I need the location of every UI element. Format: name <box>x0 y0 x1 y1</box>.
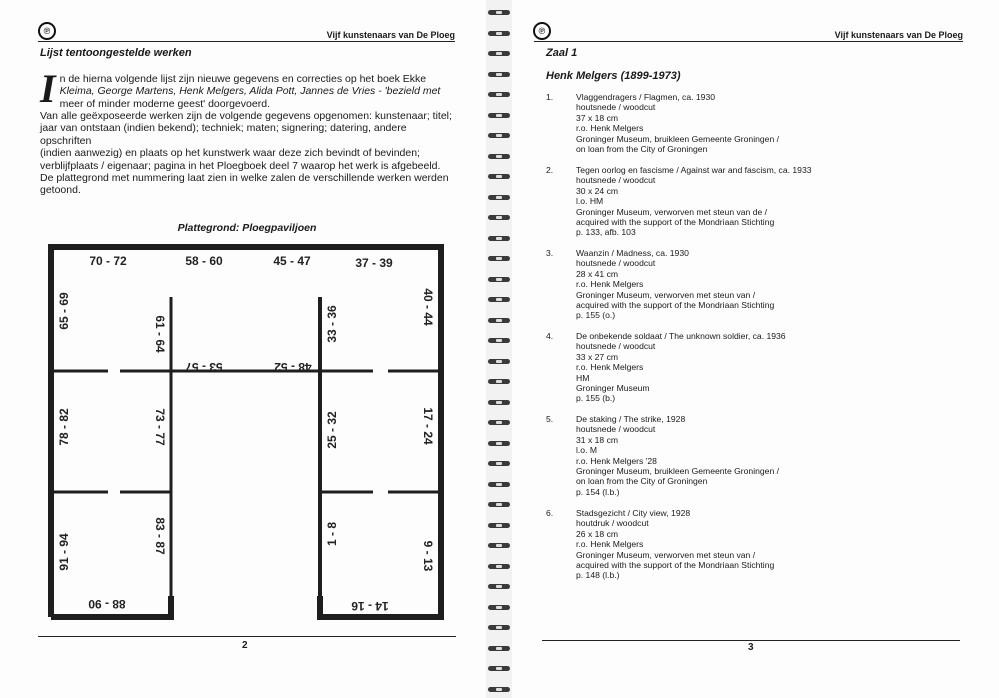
intro-line: Kleima, George Martens, Henk Melgers, Alida Pott, Jannes de Vries - 'bezield met <box>59 85 441 98</box>
entry-line: houtsnede / woodcut <box>576 102 656 113</box>
entry-line: 26 x 18 cm <box>576 528 619 539</box>
binding-coil <box>488 603 510 612</box>
entry-line: p. 155 (b.) <box>576 393 616 404</box>
floorplan-label: 25 - 32 <box>325 411 339 449</box>
entry-line: r.o. Henk Melgers '28 <box>576 455 657 466</box>
entry-line: houtsnede / woodcut <box>576 175 656 186</box>
binding-coil <box>488 500 510 509</box>
spiral-binding <box>486 0 512 698</box>
body-line: getoond. <box>40 184 81 197</box>
binding-coil <box>488 336 510 345</box>
binding-coil <box>488 152 510 161</box>
floorplan <box>48 244 446 622</box>
entry-line: 28 x 41 cm <box>576 268 619 279</box>
entry-line: acquired with the support of the Mondriaan Stichting <box>576 560 775 571</box>
body-line: (indien aanwezig) en plaats op het kunstwerk waar deze zich bevindt of bevinden; <box>40 147 420 160</box>
binding-coil <box>488 439 510 448</box>
floorplan-label: 40 - 44 <box>421 288 435 326</box>
binding-coil <box>488 90 510 99</box>
entry-number: 5. <box>546 414 554 424</box>
binding-coil <box>488 131 510 140</box>
entry-line: Groninger Museum, verworven met steun van de / <box>576 206 768 217</box>
page-number: 2 <box>242 640 248 651</box>
body-line: verblijfplaats / eigenaar; pagina in het Ploegboek deel 7 waarop het werk is afgebeeld. <box>40 159 441 172</box>
body-line: De plattegrond met nummering laat zien in welke zalen de verschillende werken werden <box>40 172 449 185</box>
binding-coil <box>488 377 510 386</box>
body-line: Van alle geëxposeerde werken zijn de volgende gegevens opgenomen: kunstenaar; titel; <box>40 110 452 122</box>
entry-number: 1. <box>546 92 554 102</box>
entry-details <box>576 165 986 238</box>
room-title: Zaal 1 <box>546 47 578 59</box>
floorplan-label: 37 - 39 <box>355 256 393 270</box>
entry-line: houtsnede / woodcut <box>576 341 656 352</box>
entry-line: p. 133, afb. 103 <box>576 227 636 238</box>
artist-heading: Henk Melgers (1899-1973) <box>546 70 681 82</box>
section-title: Lijst tentoongestelde werken <box>40 47 192 59</box>
ploeg-logo-icon: ℗ <box>38 22 56 40</box>
intro-line: n de hierna volgende lijst zijn nieuwe gegevens en correcties op het boek Ekke <box>59 73 427 85</box>
entry-details <box>576 331 986 404</box>
floorplan-title: Plattegrond: Ploegpaviljoen <box>177 222 317 234</box>
floorplan-label: 45 - 47 <box>273 254 311 268</box>
footer-rule <box>38 636 456 637</box>
entry-line: l.o. HM <box>576 196 604 207</box>
drop-cap: I <box>40 66 56 111</box>
binding-coil <box>488 398 510 407</box>
binding-coil <box>488 70 510 79</box>
binding-coil <box>488 664 510 673</box>
binding-coil <box>488 521 510 530</box>
floorplan-walls <box>51 247 441 617</box>
binding-coil <box>488 254 510 263</box>
entry-line: Groninger Museum, bruikleen Gemeente Groningen / <box>576 133 780 144</box>
binding-coil <box>488 541 510 550</box>
entry-line: Groninger Museum, verworven met steun van / <box>576 289 756 300</box>
left-page <box>0 0 486 698</box>
binding-coil <box>488 357 510 366</box>
binding-coil <box>488 29 510 38</box>
entry-number: 6. <box>546 508 554 518</box>
running-head: Vijf kunstenaars van De Ploeg <box>834 30 963 40</box>
entry-line: on loan from the City of Groningen <box>576 476 708 487</box>
floorplan-label: 88 - 90 <box>88 597 126 611</box>
entry-details <box>576 414 986 497</box>
entry-line: houtsnede / woodcut <box>576 424 656 435</box>
header-rule <box>38 41 455 42</box>
entry-line: r.o. Henk Melgers <box>576 362 644 373</box>
floorplan-label: 53 - 57 <box>185 360 223 374</box>
entry-line: Groninger Museum, verworven met steun van / <box>576 549 756 560</box>
binding-coil <box>488 623 510 632</box>
entry-line: 33 x 27 cm <box>576 351 619 362</box>
entry-line: Tegen oorlog en fascisme / Against war and fascism, ca. 1933 <box>576 165 812 175</box>
floorplan-label: 17 - 24 <box>421 407 435 445</box>
binding-coil <box>488 644 510 653</box>
binding-coil <box>488 685 510 694</box>
floorplan-label: 9 - 13 <box>421 540 435 572</box>
binding-coil <box>488 459 510 468</box>
floorplan-label: 1 - 8 <box>325 521 339 547</box>
running-head: Vijf kunstenaars van De Ploeg <box>326 30 455 40</box>
binding-coil <box>488 213 510 222</box>
entry-details <box>576 92 986 154</box>
header-rule <box>534 41 963 42</box>
floorplan-label: 58 - 60 <box>185 254 223 268</box>
entry-line: Waanzin / Madness, ca. 1930 <box>576 248 689 258</box>
floorplan-label: 14 - 16 <box>351 599 389 613</box>
binding-coil <box>488 111 510 120</box>
footer-rule <box>542 640 960 641</box>
entry-line: p. 148 (l.b.) <box>576 570 620 581</box>
entry-details <box>576 508 986 581</box>
entry-line: HM <box>576 372 590 383</box>
binding-coil <box>488 193 510 202</box>
entry-line: Vlaggendragers / Flagmen, ca. 1930 <box>576 92 716 102</box>
binding-coil <box>488 316 510 325</box>
floorplan-label: 70 - 72 <box>89 254 127 268</box>
binding-coil <box>488 480 510 489</box>
intro-line: meer of minder moderne geest' doorgevoerd. <box>59 97 270 110</box>
entry-line: r.o. Henk Melgers <box>576 279 644 290</box>
floorplan-label: 91 - 94 <box>57 533 71 571</box>
floorplan-label: 83 - 87 <box>153 517 167 555</box>
entry-line: 30 x 24 cm <box>576 185 619 196</box>
intro-paragraph <box>40 66 455 111</box>
floorplan-label: 73 - 77 <box>153 408 167 446</box>
entry-line: 31 x 18 cm <box>576 434 619 445</box>
body-paragraph <box>40 110 455 197</box>
body-line: jaar van ontstaan (indien bekend); techniek; maten; signering; datering, andere opschriften <box>40 122 407 147</box>
entry-line: acquired with the support of the Mondriaan Stichting <box>576 300 775 311</box>
floorplan-label: 48 - 52 <box>274 360 312 374</box>
binding-coil <box>488 418 510 427</box>
entry-line: p. 155 (o.) <box>576 310 616 321</box>
entry-line: acquired with the support of the Mondriaan Stichting <box>576 217 775 228</box>
entry-details <box>576 248 986 321</box>
binding-coil <box>488 172 510 181</box>
floorplan-label: 61 - 64 <box>153 315 167 353</box>
entry-line: De onbekende soldaat / The unknown soldier, ca. 1936 <box>576 331 786 341</box>
page-number: 3 <box>748 642 754 653</box>
entry-line: p. 154 (l.b.) <box>576 486 620 497</box>
entry-line: houtsnede / woodcut <box>576 258 656 269</box>
binding-coil <box>488 234 510 243</box>
binding-coil <box>488 49 510 58</box>
entry-line: Stadsgezicht / City view, 1928 <box>576 508 691 518</box>
binding-coil <box>488 275 510 284</box>
entry-line: r.o. Henk Melgers <box>576 539 644 550</box>
entry-line: 37 x 18 cm <box>576 112 619 123</box>
entry-line: houtdruk / woodcut <box>576 518 649 529</box>
binding-coil <box>488 562 510 571</box>
binding-coil <box>488 8 510 17</box>
entry-line: r.o. Henk Melgers <box>576 123 644 134</box>
right-page <box>512 0 999 698</box>
binding-coil <box>488 582 510 591</box>
entry-line: Groninger Museum <box>576 383 650 394</box>
entry-number: 4. <box>546 331 554 341</box>
floorplan-label: 33 - 36 <box>325 305 339 343</box>
entry-line: l.o. M <box>576 445 598 456</box>
entry-number: 2. <box>546 165 554 175</box>
floorplan-label: 78 - 82 <box>57 408 71 446</box>
floorplan-label: 65 - 69 <box>57 292 71 330</box>
entry-line: Groninger Museum, bruikleen Gemeente Groningen / <box>576 466 780 477</box>
entry-line: De staking / The strike, 1928 <box>576 414 686 424</box>
binding-coil <box>488 295 510 304</box>
entry-number: 3. <box>546 248 554 258</box>
entry-line: on loan from the City of Groningen <box>576 144 708 155</box>
ploeg-logo-icon: ℗ <box>533 22 551 40</box>
